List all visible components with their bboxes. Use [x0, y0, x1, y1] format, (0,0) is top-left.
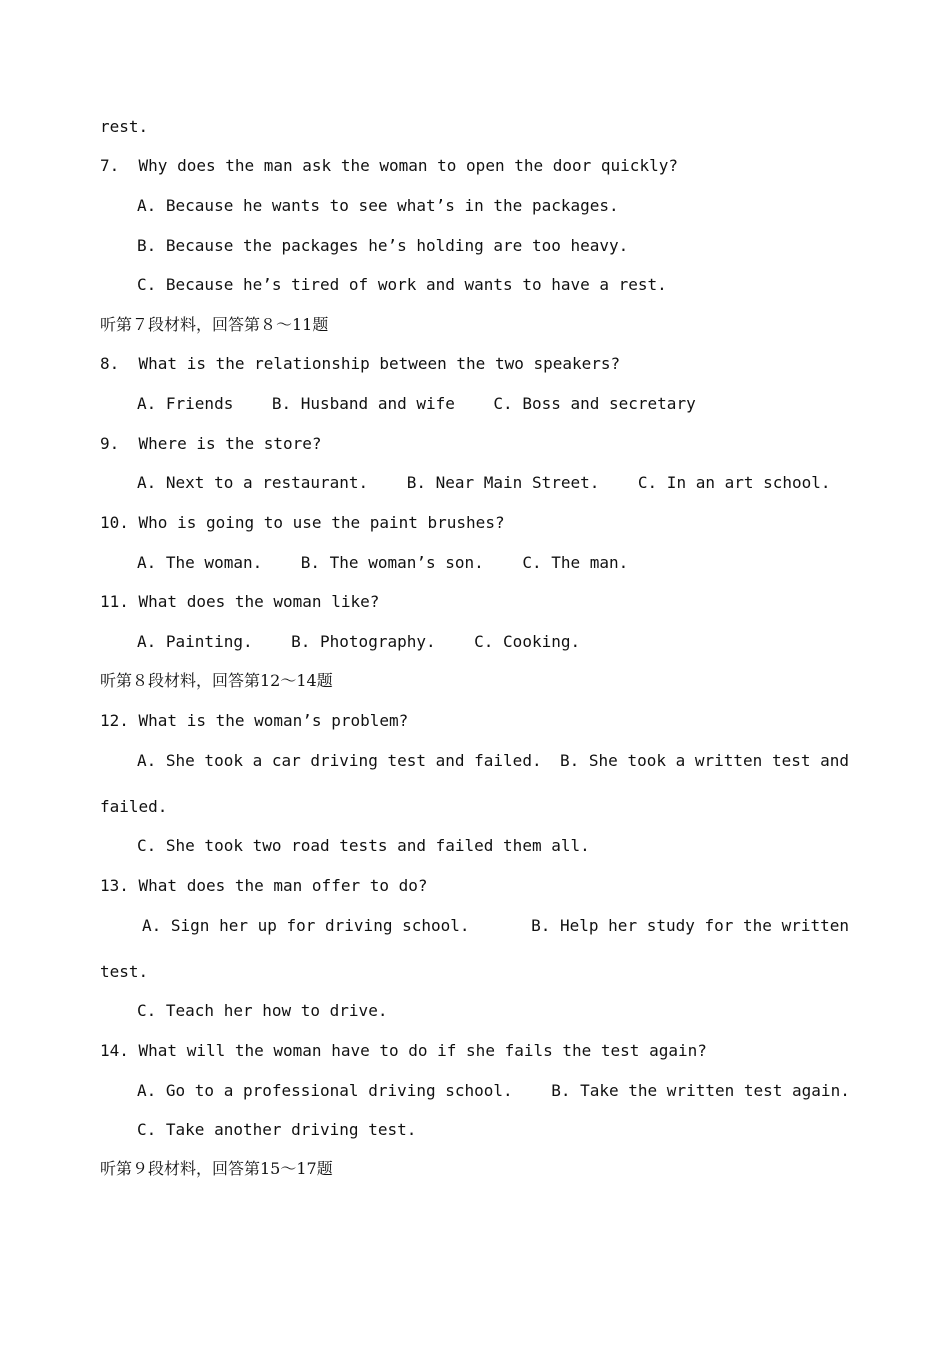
question-12-option-b: B. She took a written test and — [560, 751, 849, 770]
question-13-options-row — [142, 915, 849, 937]
question-7-option-c: C. Because he’s tired of work and wants to have a rest. — [137, 275, 667, 294]
question-14-options: A. Go to a professional driving school. B. Take the written test again. — [137, 1081, 850, 1100]
section-heading-9: 听第９段材料，回答第15～17题 — [100, 1159, 333, 1178]
question-10: 10. Who is going to use the paint brushes? — [100, 513, 505, 532]
question-12-options-row — [137, 750, 849, 772]
question-9-options: A. Next to a restaurant. B. Near Main Street. C. In an art school. — [137, 473, 831, 492]
question-13-option-c: C. Teach her how to drive. — [137, 1001, 388, 1020]
question-11-options: A. Painting. B. Photography. C. Cooking. — [137, 632, 581, 651]
question-7: 7. Why does the man ask the woman to open the door quickly? — [100, 156, 678, 175]
question-13-option-b: B. Help her study for the written — [531, 916, 849, 935]
question-12-option-c: C. She took two road tests and failed them all. — [137, 836, 590, 855]
question-13-option-a: A. Sign her up for driving school. — [142, 916, 470, 935]
continued-text: rest. — [100, 117, 149, 136]
question-7-option-a: A. Because he wants to see what’s in the packages. — [137, 196, 619, 215]
question-9: 9. Where is the store? — [100, 434, 322, 453]
question-10-options: A. The woman. B. The woman’s son. C. The man. — [137, 553, 629, 572]
question-12: 12. What is the woman’s problem? — [100, 711, 409, 730]
question-8: 8. What is the relationship between the two speakers? — [100, 354, 621, 373]
question-13: 13. What does the man offer to do? — [100, 876, 428, 895]
question-14-option-c: C. Take another driving test. — [137, 1120, 417, 1139]
question-12-option-b-continued: failed. — [100, 797, 168, 816]
question-11: 11. What does the woman like? — [100, 592, 380, 611]
section-heading-7: 听第７段材料，回答第８～11题 — [100, 315, 329, 334]
question-7-option-b: B. Because the packages he’s holding are too heavy. — [137, 236, 629, 255]
question-13-option-b-continued: test. — [100, 962, 149, 981]
section-heading-8: 听第８段材料，回答第12～14题 — [100, 671, 333, 690]
question-8-options: A. Friends B. Husband and wife C. Boss and secretary — [137, 394, 696, 413]
question-12-option-a: A. She took a car driving test and failed. — [137, 751, 542, 770]
question-14: 14. What will the woman have to do if she fails the test again? — [100, 1041, 707, 1060]
